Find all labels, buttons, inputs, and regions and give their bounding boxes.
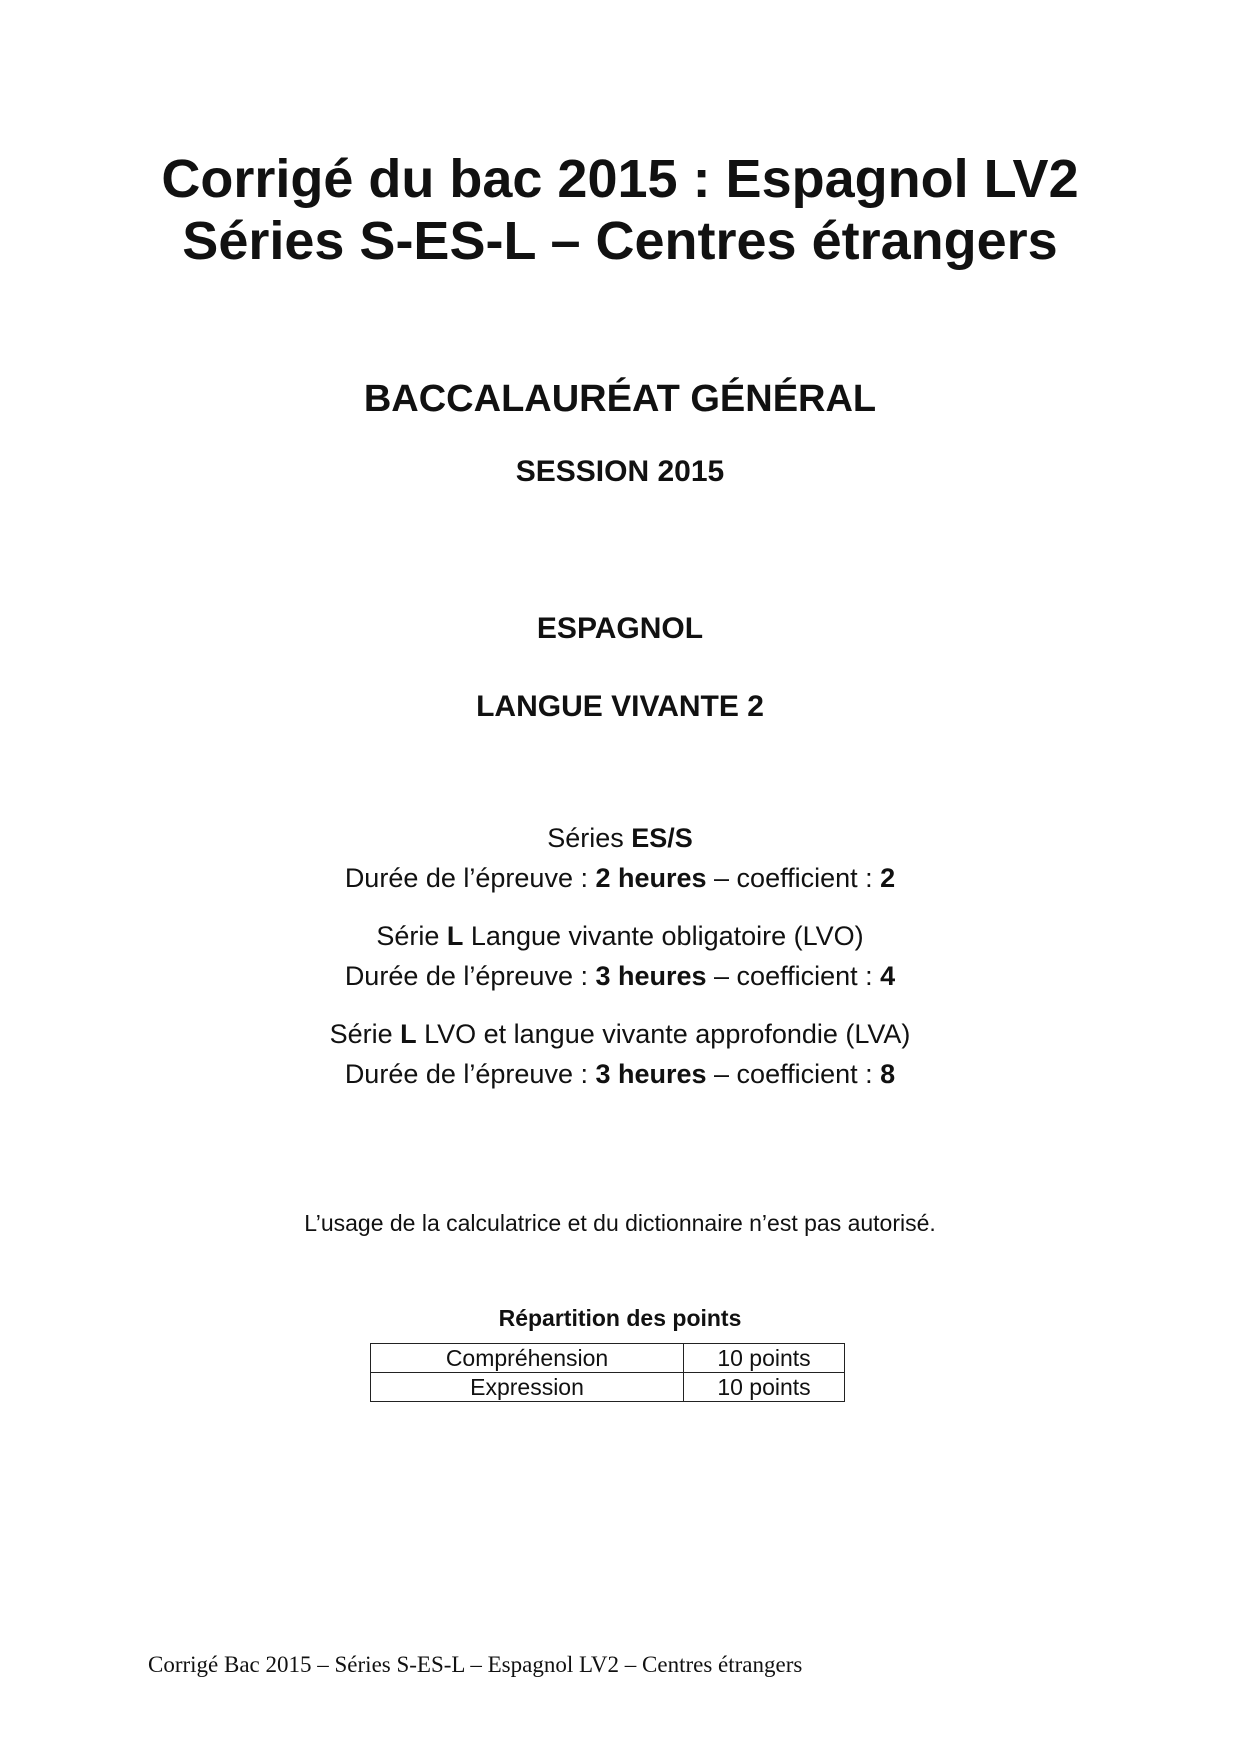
series-es-s-name: ES/S <box>631 823 693 853</box>
series-l-lva-duration: Durée de l’épreuve : 3 heures – coefficient : 8 <box>344 1059 896 1089</box>
title-line-2: Séries S-ES-L – Centres étrangers <box>182 211 1058 271</box>
table-row <box>371 1373 845 1402</box>
table-row <box>371 1344 845 1373</box>
page-footer: Corrigé Bac 2015 – Séries S-ES-L – Espagnol LV2 – Centres étrangers <box>148 1652 803 1677</box>
language-heading: LANGUE VIVANTE 2 <box>476 690 764 723</box>
points-table <box>370 1343 845 1402</box>
calculator-notice: L’usage de la calculatrice et du dictionnaire n’est pas autorisé. <box>304 1210 936 1236</box>
series-l-lvo-line: Série L Langue vivante obligatoire (LVO) <box>376 921 864 951</box>
series-es-s-duration: Durée de l’épreuve : 2 heures – coefficient : 2 <box>344 863 896 893</box>
table-cell-value: 10 points <box>684 1373 845 1402</box>
table-cell-value: 10 points <box>684 1344 845 1373</box>
table-cell-label: Compréhension <box>371 1344 684 1373</box>
series-l-lva-block <box>0 1014 1240 1094</box>
session-heading: SESSION 2015 <box>515 455 725 488</box>
series-l-lvo-block <box>0 916 1240 996</box>
exam-heading: BACCALAURÉAT GÉNÉRAL <box>363 378 877 420</box>
document-title <box>0 148 1240 272</box>
series-es-s-line: Séries ES/S <box>547 823 693 853</box>
points-table-title: Répartition des points <box>498 1305 742 1331</box>
series-es-s-block <box>0 818 1240 898</box>
subject-heading: ESPAGNOL <box>536 612 704 645</box>
series-l-lvo-duration: Durée de l’épreuve : 3 heures – coefficient : 4 <box>344 961 896 991</box>
series-l-lva-line: Série L LVO et langue vivante approfondie (LVA) <box>329 1019 911 1049</box>
table-cell-label: Expression <box>371 1373 684 1402</box>
title-line-1: Corrigé du bac 2015 : Espagnol LV2 <box>161 149 1079 209</box>
